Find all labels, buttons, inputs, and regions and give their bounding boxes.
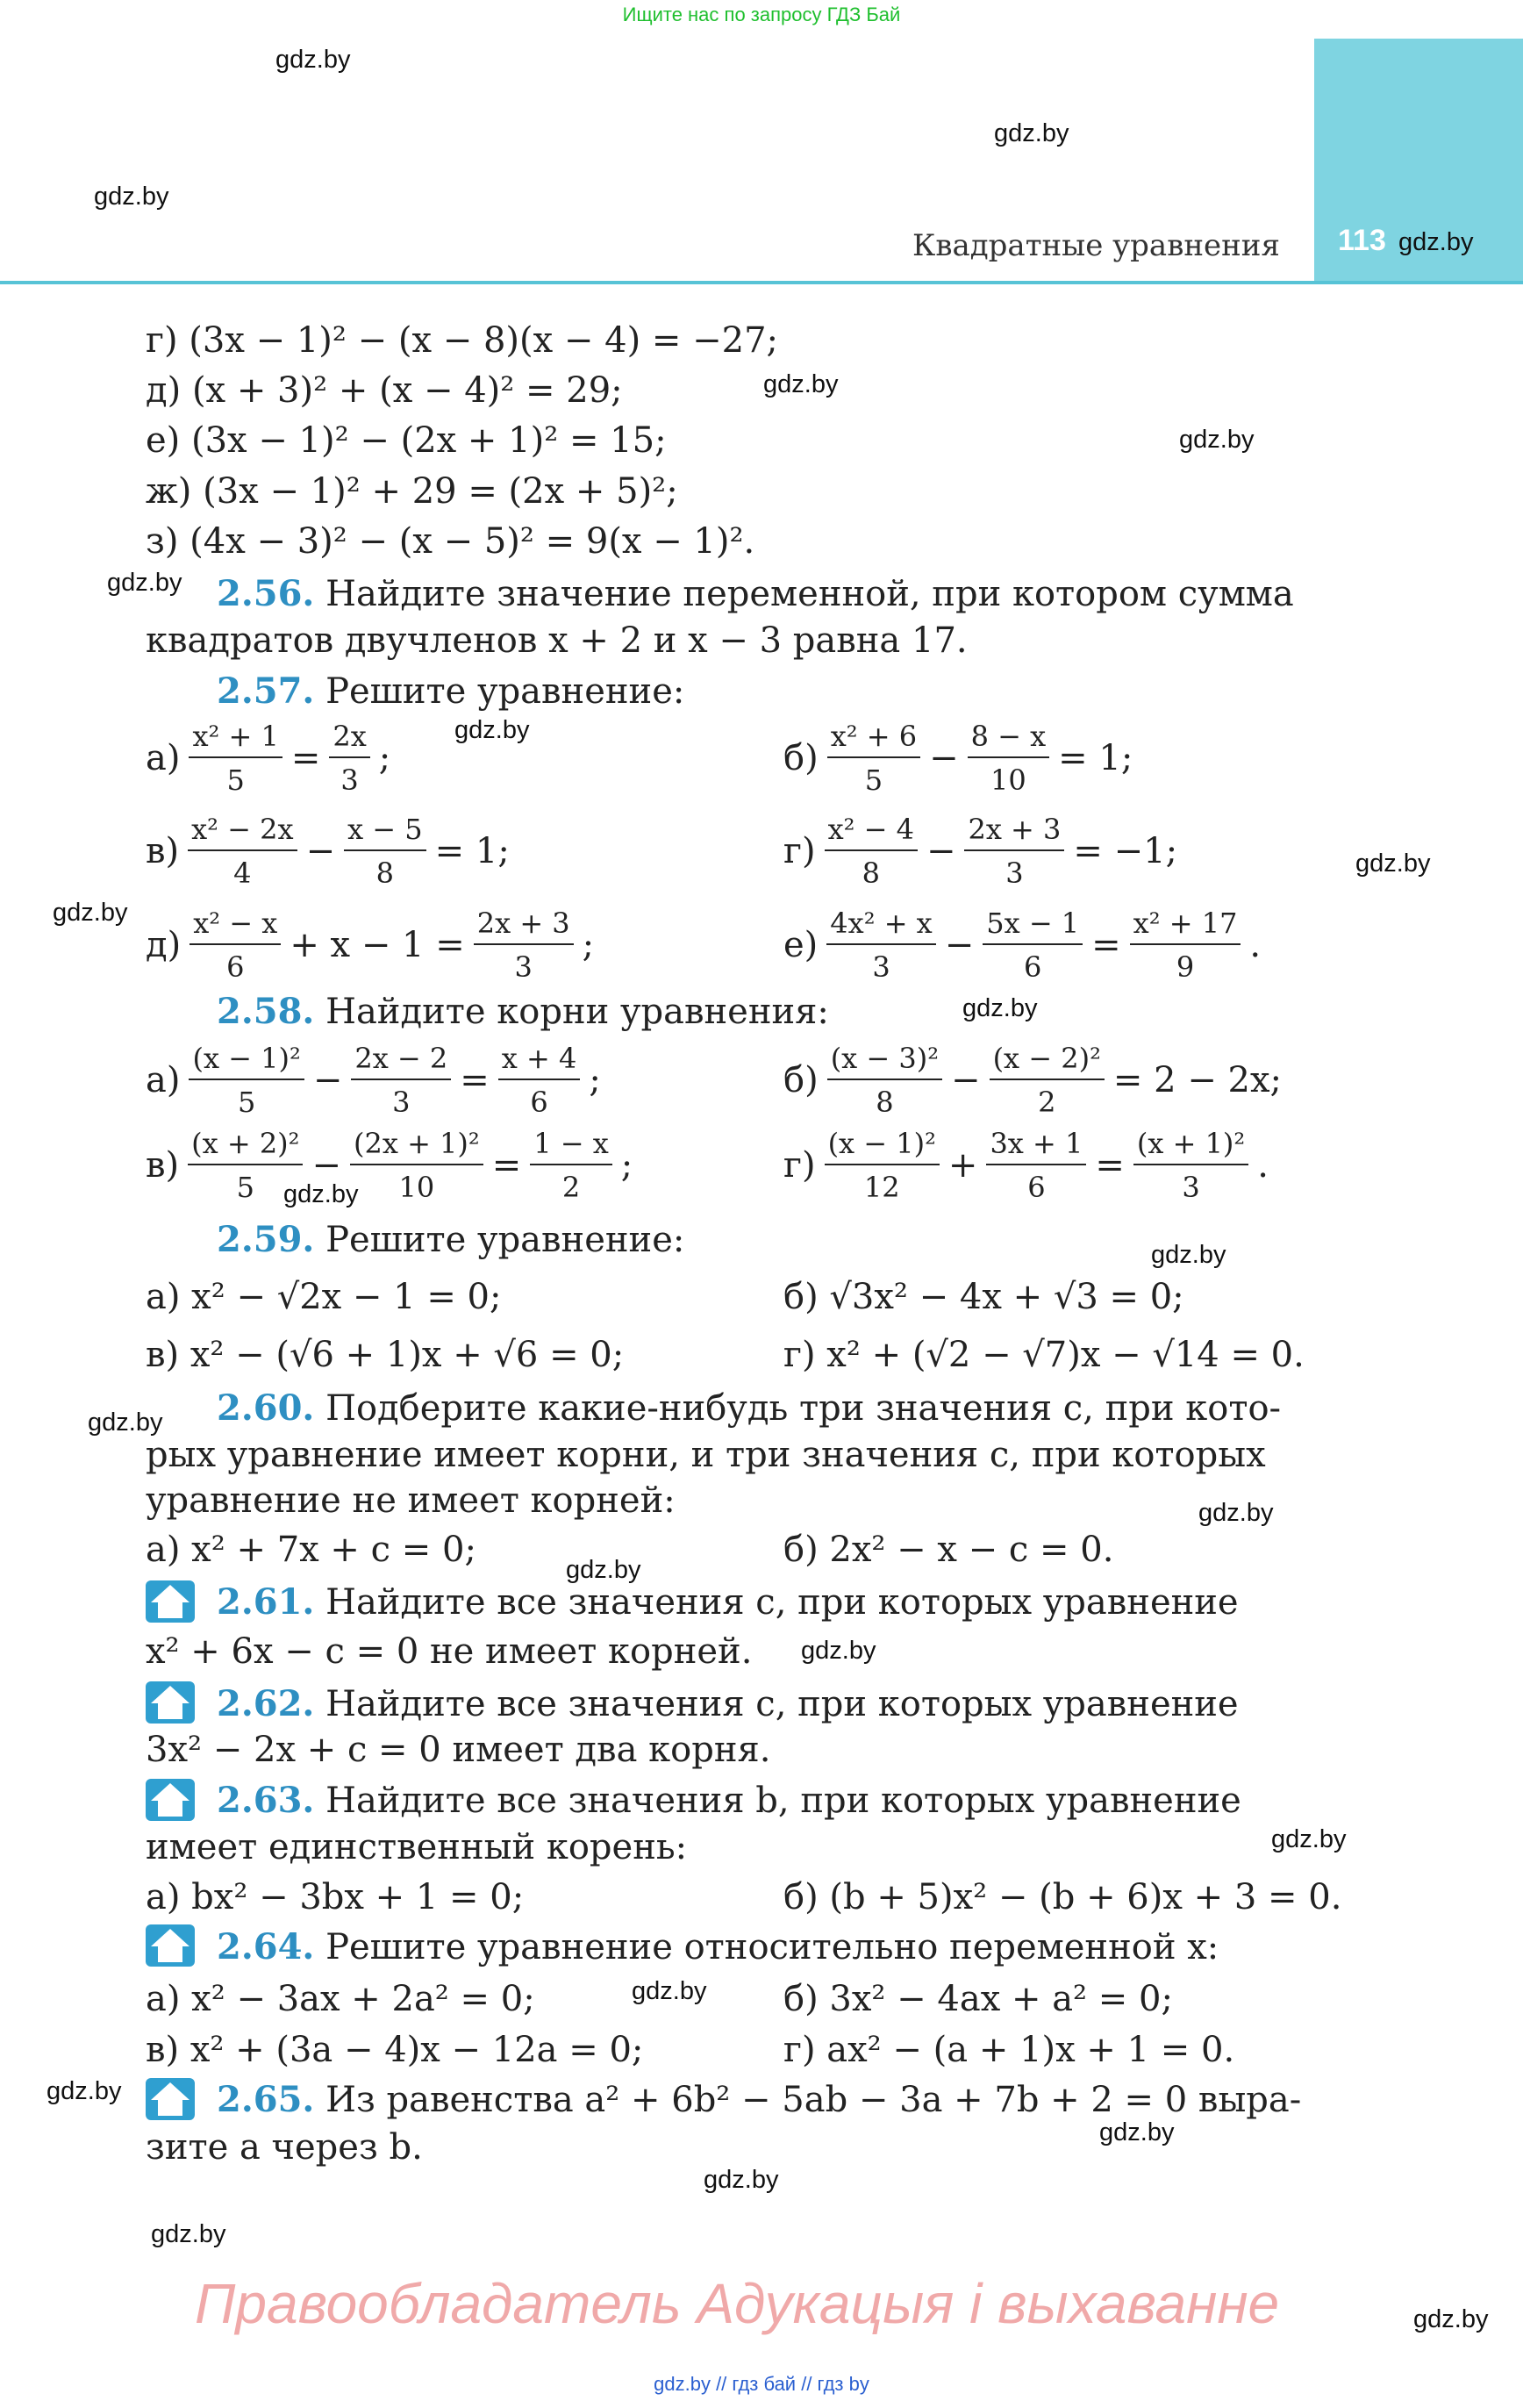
denominator: 5 — [237, 1086, 256, 1119]
problem-text: Найдите все значения c, при которых уравнение — [325, 1684, 1239, 1724]
denominator: 3 — [514, 950, 533, 984]
problem-2-64 — [217, 1926, 1219, 1967]
denominator: 6 — [1024, 950, 1042, 984]
fraction — [968, 720, 1050, 797]
item-2-57-d — [146, 907, 594, 984]
problem-title: Решите уравнение: — [325, 1220, 685, 1260]
watermark: gdz.by — [704, 2166, 779, 2194]
fraction — [530, 1127, 612, 1204]
item-2-59-v: в) x² − (√6 + 1)x + √6 = 0; — [146, 1335, 625, 1375]
problem-text: Из равенства a² + 6b² − 5ab − 3a + 7b + 2 = 0 выра- — [325, 2080, 1302, 2120]
watermark: gdz.by — [962, 994, 1038, 1022]
operator: − — [926, 831, 956, 871]
operator: + — [947, 1145, 978, 1186]
denominator: 5 — [226, 763, 245, 797]
problem-text: Найдите все значения c, при которых уравнение — [325, 1582, 1239, 1623]
item-2-57-a — [146, 720, 390, 797]
item-2-64-v: в) x² + (3a − 4)x − 12a = 0; — [146, 2030, 644, 2070]
operator: − — [944, 925, 975, 965]
problem-number: 2.65. — [217, 2079, 315, 2120]
item-label: д) — [146, 925, 182, 965]
item-2-58-g — [783, 1127, 1269, 1204]
problem-text: Подберите какие-нибудь три значения c, при кото- — [325, 1388, 1282, 1429]
item-2-60-b: б) 2x² − x − c = 0. — [783, 1530, 1114, 1570]
operator: = — [1095, 1145, 1125, 1186]
home-icon — [145, 1924, 196, 1967]
fraction — [329, 720, 369, 797]
watermark: gdz.by — [994, 119, 1069, 147]
watermark: gdz.by — [1099, 2118, 1175, 2146]
denominator: 3 — [1005, 856, 1024, 890]
tail: . — [1249, 925, 1262, 965]
tail: ; — [582, 925, 595, 965]
problem-number: 2.64. — [217, 1926, 315, 1967]
numerator: 2x + 3 — [474, 907, 574, 945]
fraction — [189, 907, 281, 984]
item-label: а) — [146, 1060, 181, 1100]
denominator: 10 — [398, 1171, 435, 1204]
denominator: 3 — [392, 1086, 411, 1119]
problem-2-57 — [217, 670, 685, 712]
fraction — [983, 907, 1083, 984]
watermark: gdz.by — [763, 370, 839, 398]
problem-text: квадратов двучленов x + 2 и x − 3 равна 17. — [146, 620, 968, 661]
equation-line: ж) (3x − 1)² + 29 = (2x + 5)²; — [146, 471, 678, 512]
denominator: 6 — [530, 1086, 548, 1119]
problem-text: x² + 6x − c = 0 не имеет корней. — [146, 1631, 753, 1672]
fraction — [827, 1042, 942, 1119]
fraction — [189, 720, 282, 797]
fraction — [350, 1127, 483, 1204]
item-2-57-e — [783, 907, 1261, 984]
rights-notice: Правообладатель Адукацыя і выхаванне — [195, 2272, 1280, 2335]
watermark: gdz.by — [88, 1408, 163, 1437]
watermark: gdz.by — [1398, 228, 1474, 256]
problem-title: Решите уравнение относительно переменной x: — [325, 1927, 1219, 1967]
tail: = 1; — [1058, 738, 1133, 778]
denominator: 3 — [872, 950, 890, 984]
header-rule — [0, 281, 1523, 284]
item-2-59-a: а) x² − √2x − 1 = 0; — [146, 1277, 502, 1317]
problem-number: 2.62. — [217, 1683, 315, 1724]
fraction — [344, 813, 426, 890]
item-label: б) — [783, 738, 819, 778]
denominator: 5 — [864, 763, 883, 797]
tail: ; — [589, 1060, 601, 1100]
numerator: 3x + 1 — [986, 1127, 1086, 1165]
equation-line: д) (x + 3)² + (x − 4)² = 29; — [146, 370, 623, 411]
watermark: gdz.by — [801, 1637, 876, 1665]
watermark: gdz.by — [94, 183, 169, 211]
tail: = 1; — [434, 831, 510, 871]
problem-2-60 — [217, 1387, 1282, 1429]
problem-2-59 — [217, 1219, 685, 1260]
operator: + x − 1 = — [290, 925, 465, 965]
problem-title: Решите уравнение: — [325, 671, 685, 712]
item-2-57-g — [783, 813, 1177, 890]
problem-number: 2.61. — [217, 1581, 315, 1623]
denominator: 8 — [876, 1086, 894, 1119]
denominator: 2 — [561, 1171, 581, 1204]
numerator: x² + 1 — [189, 720, 282, 758]
operator: = — [1091, 925, 1121, 965]
denominator: 5 — [236, 1171, 254, 1204]
numerator: 1 − x — [530, 1127, 612, 1165]
watermark: gdz.by — [275, 46, 351, 74]
problem-number: 2.57. — [217, 670, 315, 712]
numerator: x² − 2x — [188, 813, 297, 851]
problem-text: Найдите все значения b, при которых уравнение — [325, 1781, 1241, 1821]
fraction — [1133, 1127, 1248, 1204]
tail: ; — [620, 1145, 633, 1186]
operator: = — [290, 738, 321, 778]
numerator: 2x − 2 — [351, 1042, 451, 1080]
page-number: 113 — [1338, 224, 1386, 257]
item-2-63-b: б) (b + 5)x² − (b + 6)x + 3 = 0. — [783, 1877, 1342, 1917]
fraction — [826, 907, 935, 984]
fraction — [986, 1127, 1086, 1204]
item-2-57-b — [783, 720, 1133, 797]
watermark: gdz.by — [1151, 1241, 1226, 1269]
numerator: x² + 17 — [1130, 907, 1241, 945]
fraction — [474, 907, 574, 984]
numerator: 2x + 3 — [964, 813, 1064, 851]
problem-number: 2.59. — [217, 1219, 315, 1260]
operator: − — [305, 831, 336, 871]
watermark: gdz.by — [1271, 1825, 1347, 1853]
watermark: gdz.by — [107, 569, 182, 597]
numerator: x² − 4 — [825, 813, 918, 851]
watermark: gdz.by — [1179, 426, 1255, 454]
problem-2-61 — [217, 1581, 1239, 1623]
operator: = — [491, 1145, 522, 1186]
denominator: 3 — [1182, 1171, 1200, 1204]
item-2-64-g: г) ax² − (a + 1)x + 1 = 0. — [783, 2030, 1235, 2070]
denominator: 12 — [863, 1171, 900, 1204]
numerator: (x − 1)² — [189, 1042, 304, 1080]
watermark: gdz.by — [46, 2077, 122, 2105]
item-label: в) — [146, 1145, 180, 1186]
fraction — [188, 813, 297, 890]
home-icon — [145, 1681, 196, 1724]
operator: − — [311, 1145, 341, 1186]
operator: − — [312, 1060, 343, 1100]
item-2-58-a — [146, 1042, 601, 1119]
item-2-57-v — [146, 813, 510, 890]
numerator: 8 − x — [968, 720, 1050, 758]
equation-line: з) (4x − 3)² − (x − 5)² = 9(x − 1)². — [146, 521, 755, 562]
denominator: 3 — [340, 763, 359, 797]
numerator: (x − 1)² — [825, 1127, 940, 1165]
fraction — [189, 1042, 304, 1119]
watermark: gdz.by — [454, 716, 530, 744]
problem-2-58 — [217, 991, 829, 1032]
numerator: x² + 6 — [827, 720, 920, 758]
problem-text: рых уравнение имеет корни, и три значения c, при которых — [146, 1435, 1266, 1475]
fraction — [964, 813, 1064, 890]
watermark: gdz.by — [151, 2220, 226, 2248]
item-2-60-a: а) x² + 7x + c = 0; — [146, 1530, 476, 1570]
numerator: 5x − 1 — [983, 907, 1083, 945]
home-icon — [145, 1778, 196, 1822]
watermark: gdz.by — [1413, 2305, 1489, 2333]
problem-2-62 — [217, 1683, 1239, 1724]
numerator: (x + 1)² — [1133, 1127, 1248, 1165]
fraction — [827, 720, 920, 797]
watermark: gdz.by — [566, 1556, 641, 1584]
fraction — [825, 813, 918, 890]
item-label: б) — [783, 1060, 819, 1100]
item-label: в) — [146, 831, 180, 871]
problem-number: 2.56. — [217, 573, 315, 614]
item-2-58-b — [783, 1042, 1282, 1119]
problem-number: 2.63. — [217, 1780, 315, 1821]
problem-text: Найдите значение переменной, при котором сумма — [325, 574, 1294, 614]
problem-text: зите a через b. — [146, 2127, 423, 2168]
numerator: 4x² + x — [826, 907, 935, 945]
problem-number: 2.60. — [217, 1387, 315, 1429]
top-note: Ищите нас по запросу ГДЗ Бай — [622, 4, 901, 25]
item-2-64-b: б) 3x² − 4ax + a² = 0; — [783, 1979, 1173, 2019]
item-label: г) — [783, 831, 816, 871]
watermark: gdz.by — [53, 899, 128, 927]
item-label: г) — [783, 1145, 816, 1186]
tail: = 2 − 2x; — [1112, 1060, 1283, 1100]
numerator: (x + 2)² — [188, 1127, 303, 1165]
operator: = — [460, 1060, 490, 1100]
watermark: gdz.by — [1198, 1499, 1274, 1527]
home-icon — [145, 1580, 196, 1623]
home-icon — [145, 2077, 196, 2121]
watermark: gdz.by — [1355, 849, 1431, 878]
denominator: 9 — [1176, 950, 1195, 984]
denominator: 6 — [1027, 1171, 1046, 1204]
problem-text: уравнение не имеет корней: — [146, 1480, 676, 1521]
fraction — [351, 1042, 451, 1119]
denominator: 8 — [862, 856, 880, 890]
watermark: gdz.by — [632, 1977, 707, 2005]
fraction — [825, 1127, 940, 1204]
numerator: x − 5 — [344, 813, 426, 851]
numerator: 2x — [329, 720, 369, 758]
denominator: 6 — [226, 950, 245, 984]
item-2-59-b: б) √3x² − 4x + √3 = 0; — [783, 1277, 1184, 1317]
numerator: x + 4 — [498, 1042, 581, 1080]
fraction — [498, 1042, 581, 1119]
tail: = −1; — [1073, 831, 1178, 871]
equation-line: е) (3x − 1)² − (2x + 1)² = 15; — [146, 420, 667, 461]
operator: − — [929, 738, 959, 778]
running-header: Квадратные уравнения — [912, 228, 1280, 263]
numerator: x² − x — [189, 907, 281, 945]
numerator: (x − 2)² — [990, 1042, 1105, 1080]
problem-text: 3x² − 2x + c = 0 имеет два корня. — [146, 1730, 771, 1770]
problem-2-56 — [217, 573, 1294, 614]
numerator: (2x + 1)² — [350, 1127, 483, 1165]
item-2-64-a: а) x² − 3ax + 2a² = 0; — [146, 1979, 535, 2019]
problem-2-65 — [217, 2079, 1302, 2120]
item-2-63-a: а) bx² − 3bx + 1 = 0; — [146, 1877, 525, 1917]
problem-2-63 — [217, 1780, 1241, 1821]
tail: ; — [378, 738, 391, 778]
fraction — [1130, 907, 1241, 984]
item-2-59-g: г) x² + (√2 − √7)x − √14 = 0. — [783, 1335, 1305, 1375]
numerator: (x − 3)² — [827, 1042, 942, 1080]
problem-text: имеет единственный корень: — [146, 1827, 688, 1867]
denominator: 2 — [1038, 1086, 1056, 1119]
denominator: 10 — [990, 763, 1026, 797]
denominator: 8 — [375, 856, 395, 890]
denominator: 4 — [233, 856, 252, 890]
item-label: е) — [783, 925, 819, 965]
equation-line: г) (3x − 1)² − (x − 8)(x − 4) = −27; — [146, 320, 779, 361]
problem-number: 2.58. — [217, 991, 315, 1032]
problem-title: Найдите корни уравнения: — [325, 992, 829, 1032]
watermark: gdz.by — [283, 1180, 359, 1208]
operator: − — [951, 1060, 981, 1100]
fraction — [188, 1127, 303, 1204]
item-2-58-v — [146, 1127, 633, 1204]
fraction — [990, 1042, 1105, 1119]
bottom-note: gdz.by // гдз бай // гдз by — [654, 2373, 869, 2395]
item-label: а) — [146, 738, 181, 778]
tail: . — [1257, 1145, 1269, 1186]
